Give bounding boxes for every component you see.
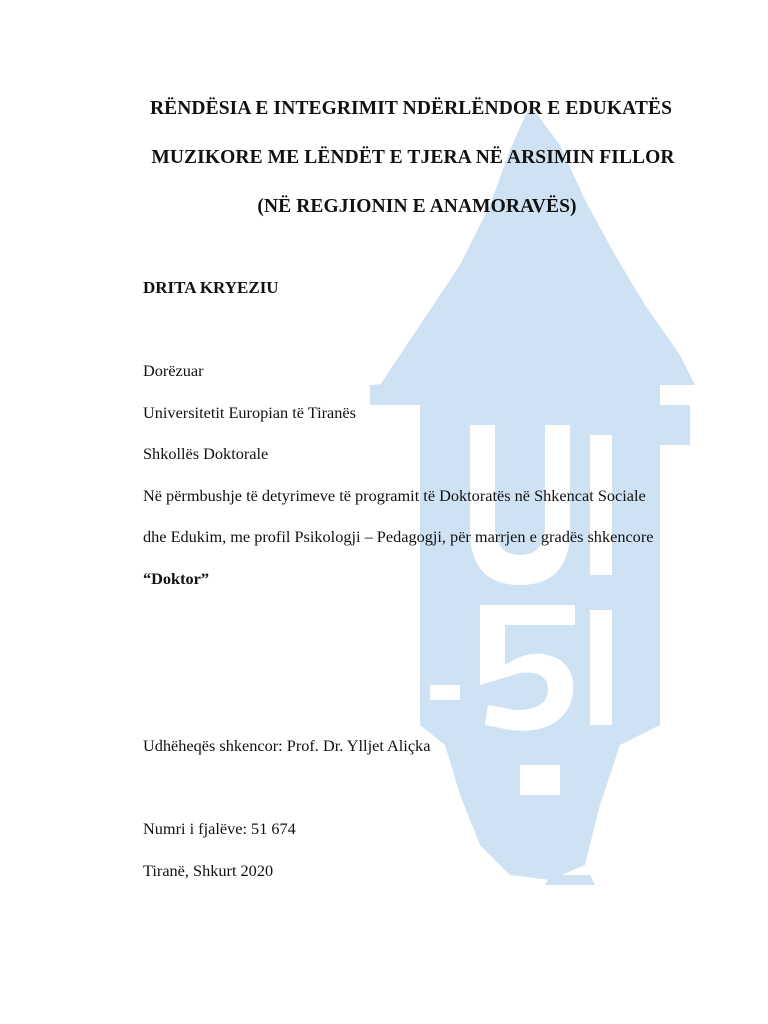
- title-line-2: MUZIKORE ME LËNDËT E TJERA NË ARSIMIN FILLOR: [151, 147, 675, 168]
- university-name: Universitetit Europian të Tiranës: [143, 403, 356, 422]
- place-date: Tiranë, Shkurt 2020: [143, 861, 274, 880]
- title-line-3: (NË REGJIONIN E ANAMORAVËS): [257, 196, 577, 217]
- submission-label: Dorëzuar: [143, 361, 204, 380]
- degree-title: “Doktor”: [143, 569, 210, 588]
- doctoral-school: Shkollës Doktorale: [143, 444, 269, 463]
- word-count: Numri i fjalëve: 51 674: [143, 819, 296, 838]
- title-line-1: RËNDËSIA E INTEGRIMIT NDËRLËNDOR E EDUKATËS: [149, 98, 673, 119]
- purpose-line-1: Në përmbushje të detyrimeve të programit të Doktoratës në Shkencat Sociale: [143, 486, 646, 505]
- author-name: DRITA KRYEZIU: [143, 278, 279, 297]
- supervisor-line: Udhëheqës shkencor: Prof. Dr. Ylljet Aliçka: [143, 736, 431, 755]
- purpose-line-2: dhe Edukim, me profil Psikologji – Pedagogji, për marrjen e gradës shkencore: [143, 527, 654, 546]
